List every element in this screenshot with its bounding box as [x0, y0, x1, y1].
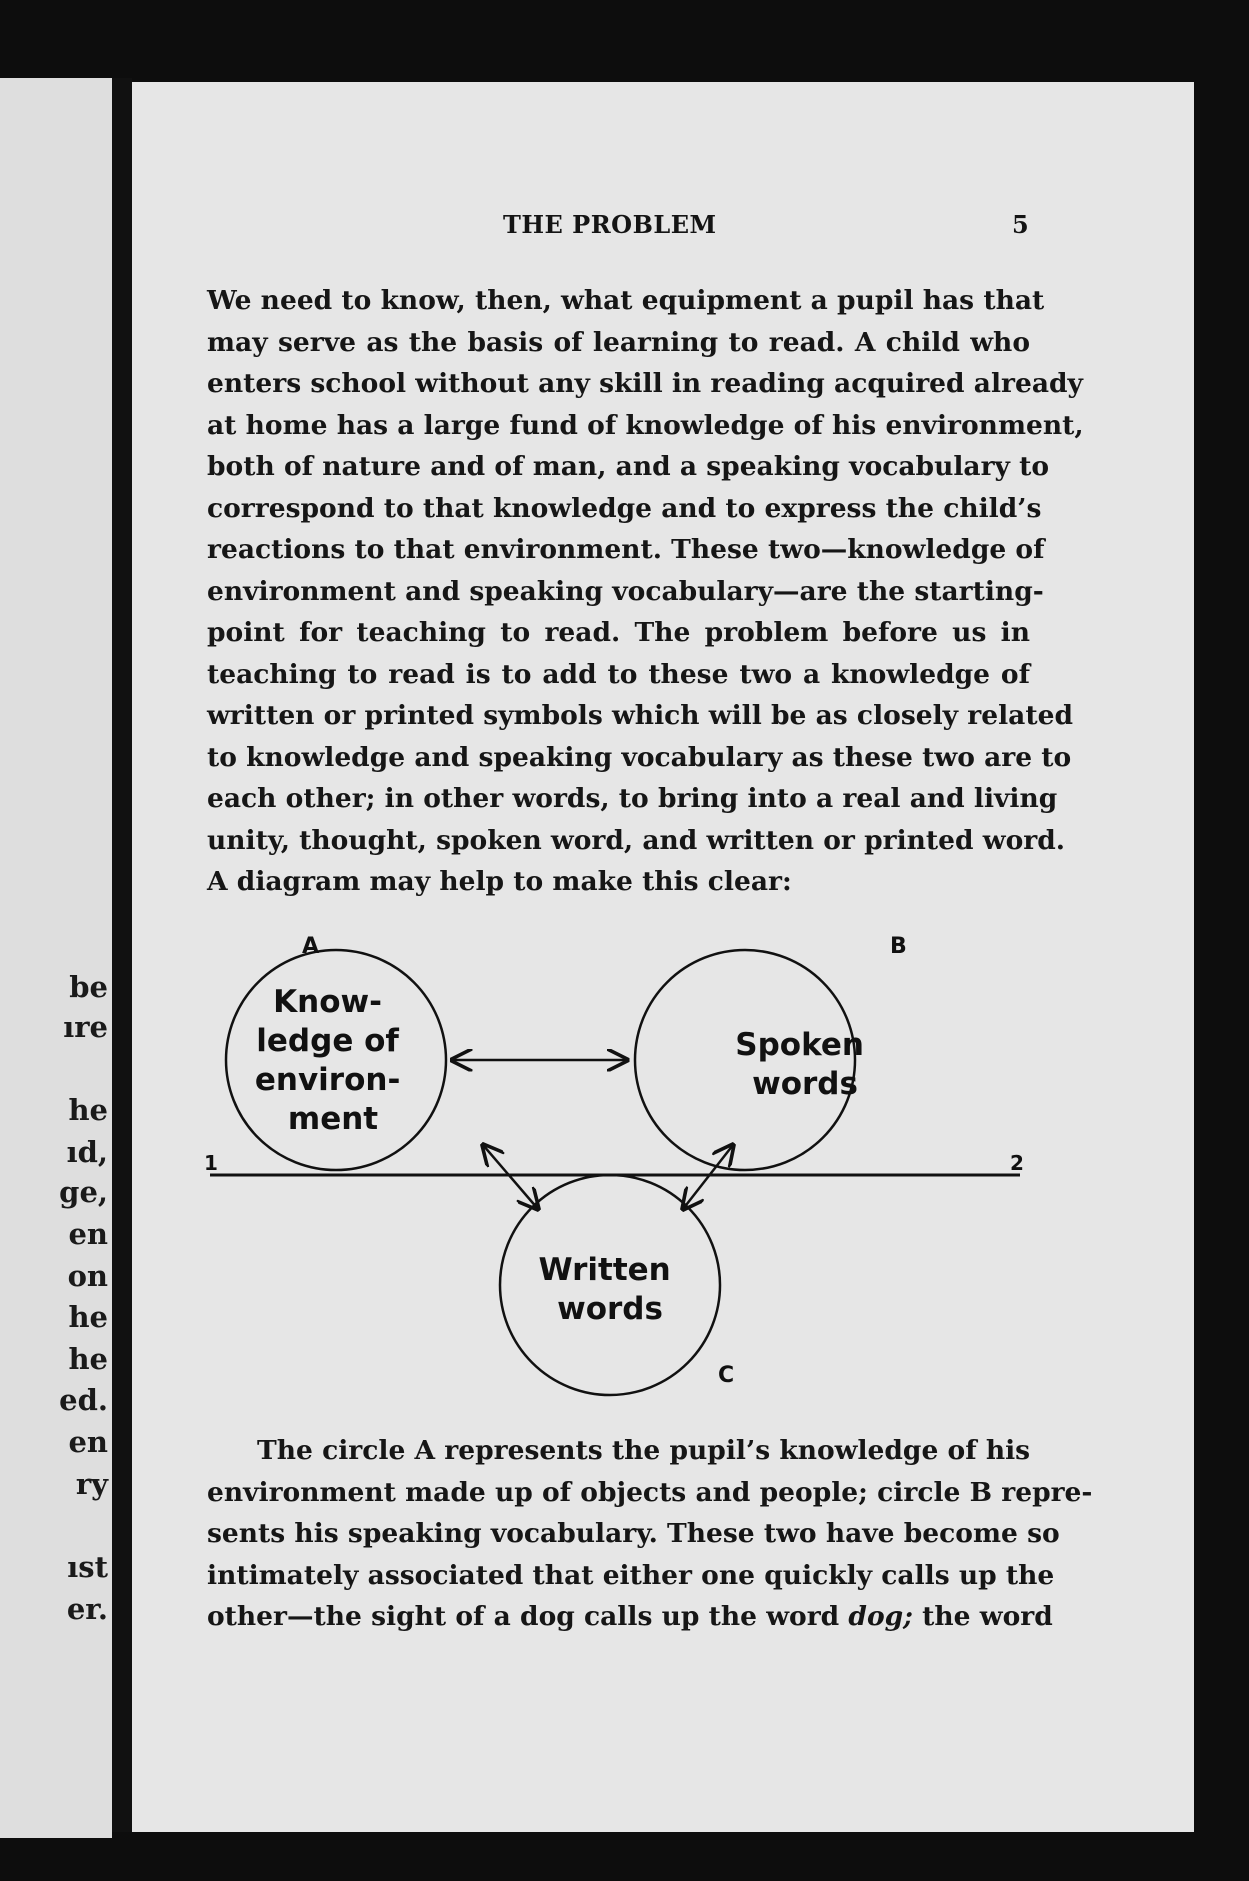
text-line: reactions to that environment. These two—knowledge of: [207, 534, 1045, 565]
text-line: unity, thought, spoken word, and written or printed word.: [207, 824, 1065, 856]
circle-a-line: environ-: [254, 1062, 401, 1098]
text-line: at home has a large fund of knowledge of his environment,: [207, 409, 1084, 441]
diagram-svg: [190, 930, 1050, 1410]
diagram: [190, 930, 1050, 1410]
text-line: each other; in other words, to bring into a real and living: [207, 783, 1058, 814]
text-segment: the word: [912, 1601, 1053, 1632]
label-a: A: [302, 934, 320, 959]
left-fragment: ry: [75, 1467, 108, 1501]
text-line: environment made up of objects and people; circle B repre-: [207, 1476, 1093, 1508]
scan-border-bottom: [112, 1832, 1212, 1881]
text-line: environment and speaking vocabulary—are the starting-: [207, 575, 1044, 607]
text-segment: other—the sight of a dog calls up the word: [207, 1601, 849, 1632]
text-line: written or printed symbols which will be as closely related: [207, 700, 1073, 731]
left-fragment: ıst: [67, 1550, 108, 1584]
line-label-2: 2: [1010, 1151, 1024, 1175]
scan-border-right: [1194, 60, 1249, 1881]
left-fragment: he: [68, 1342, 108, 1376]
text-line: enters school without any skill in reading acquired already: [207, 368, 1083, 399]
text-line: may serve as the basis of learning to read. A child who: [207, 326, 1030, 358]
arrow-a-c: [483, 1145, 538, 1209]
text-line: The circle A represents the pupil’s knowledge of his: [257, 1435, 1031, 1466]
line-label-1: 1: [204, 1151, 218, 1175]
text-line-mixed: [207, 1596, 1053, 1638]
paragraph-1: [207, 280, 1084, 903]
label-b: B: [890, 934, 907, 959]
left-fragment: he: [68, 1093, 108, 1127]
circle-c-line: Written: [538, 1252, 671, 1288]
left-fragment: he: [68, 1300, 108, 1334]
left-fragment: ıre: [63, 1010, 108, 1044]
left-fragment: er.: [66, 1592, 108, 1626]
circle-a-line: ledge of: [256, 1023, 399, 1059]
text-line: to knowledge and speaking vocabulary as these two are to: [207, 741, 1072, 773]
previous-page-edge: [0, 78, 112, 1838]
text-line: We need to know, then, what equipment a pupil has that: [207, 285, 1045, 316]
running-title: THE PROBLEM: [503, 210, 717, 239]
text-line: both of nature and of man, and a speaking vocabulary to: [207, 451, 1050, 482]
circle-b-line: Spoken: [735, 1027, 864, 1063]
left-fragment: on: [67, 1259, 108, 1293]
text-line: intimately associated that either one quickly calls up the: [207, 1559, 1055, 1591]
left-fragment: en: [68, 1425, 108, 1459]
page-number: 5: [1012, 210, 1029, 239]
book-gutter: [112, 78, 132, 1838]
left-fragment: ıd,: [66, 1135, 108, 1169]
circle-a: [226, 950, 446, 1170]
text-line: A diagram may help to make this clear:: [207, 866, 792, 897]
circle-a-text: [255, 984, 411, 1137]
left-fragment: en: [68, 1217, 108, 1251]
paragraph-2: [207, 1430, 1093, 1638]
left-fragment: ed.: [59, 1383, 108, 1417]
circle-c-text: [538, 1252, 681, 1327]
label-c: C: [718, 1363, 735, 1388]
left-fragment: ge,: [59, 1175, 108, 1209]
circle-a-line: Know-: [273, 984, 383, 1020]
circle-c-line: words: [557, 1291, 663, 1327]
text-line: teaching to read is to add to these two a knowledge of: [207, 658, 1030, 690]
text-line: point for teaching to read. The problem before us in: [207, 617, 1030, 648]
text-line: correspond to that knowledge and to express the child’s: [207, 492, 1042, 524]
circle-b-line: words: [752, 1066, 858, 1102]
left-fragment: be: [69, 970, 108, 1004]
text-line: sents his speaking vocabulary. These two have become so: [207, 1518, 1060, 1549]
circle-a-line: ment: [287, 1101, 379, 1137]
italic-word: dog;: [848, 1601, 913, 1632]
